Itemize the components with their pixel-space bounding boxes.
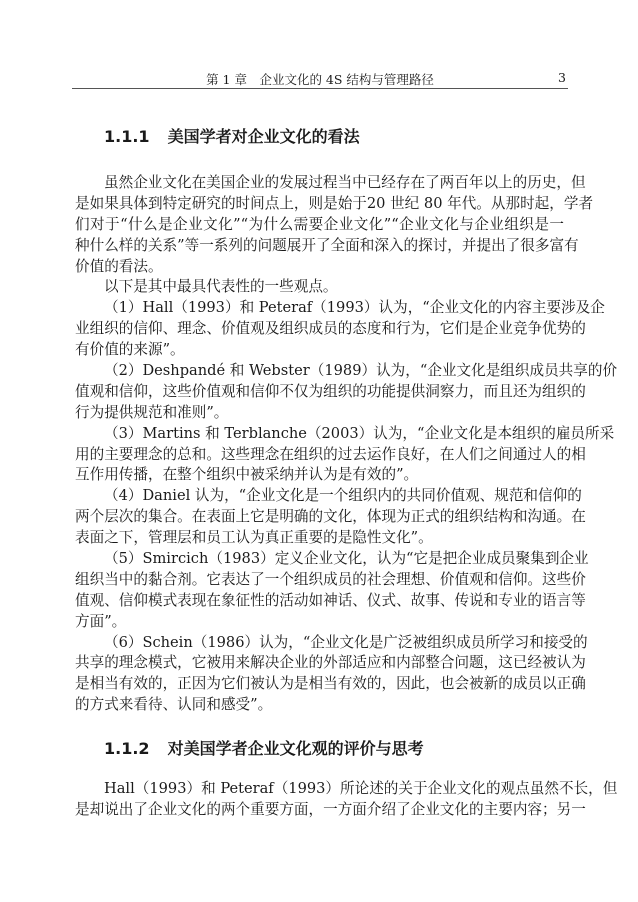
text-line: 业组织的信仰、理念、价值观及组织成员的态度和行为，它们是企业竞争优势的 <box>75 320 586 338</box>
paragraph <box>75 779 618 821</box>
paragraph <box>75 633 588 717</box>
section-2-body <box>75 779 618 821</box>
section-number: 1.1.1 <box>104 127 150 146</box>
page-number: 3 <box>558 70 566 85</box>
paragraph <box>75 277 564 298</box>
text-line: 值观和信仰，这些价值观和信仰不仅为组织的功能提供洞察力，而且还为组织的 <box>75 382 586 400</box>
chapter-title: 第 1 章 企业文化的 4S 结构与管理路径 <box>206 72 434 87</box>
section-1-body <box>75 173 618 716</box>
text-line: 价值的看法。 <box>75 257 163 275</box>
text-line: 种什么样的关系”等一系列的问题展开了全面和深入的探讨，并提出了很多富有 <box>75 236 579 254</box>
text-line: （5）Smircich（1983）定义企业文化，认为“它是把企业成员聚集到企业 <box>104 550 589 568</box>
text-line: Hall（1993）和 Peteraf（1993）所论述的关于企业文化的观点虽然不长，但 <box>104 780 618 797</box>
text-line: 是如果具体到特定研究的时间点上，则是始于20 世纪 80 年代。从那时起，学者 <box>75 194 594 212</box>
section-number: 1.1.2 <box>104 739 150 758</box>
text-line: 共享的理念模式，它被用来解决企业的外部适应和内部整合问题，这已经被认为 <box>75 654 586 672</box>
paragraph <box>75 424 615 487</box>
text-line: 是却说出了企业文化的两个重要方面，一方面介绍了企业文化的主要内容；另一 <box>75 800 586 818</box>
text-line: 方面”。 <box>75 612 127 630</box>
text-line: 值观、信仰模式表现在象征性的活动如神话、仪式、故事、传说和专业的语言等 <box>75 591 586 609</box>
running-header <box>72 68 568 89</box>
text-line: 互作用传播，在整个组织中被采纳并认为是有效的”。 <box>75 466 419 484</box>
text-line: 用的主要理念的总和。这些理念在组织的过去运作良好，在人们之间通过人的相 <box>75 445 586 463</box>
section-heading-1-1-1 <box>104 124 360 147</box>
text-line: 行为提供规范和准则”。 <box>75 403 229 421</box>
paragraph <box>75 549 589 633</box>
text-line: 们对于“什么是企业文化”“为什么需要企业文化”“企业文化与企业组织是一 <box>75 215 564 233</box>
text-line: 是相当有效的，正因为它们被认为是相当有效的，因此，也会被新的成员以正确 <box>75 675 586 693</box>
text-line: 组织当中的黏合剂。它表达了一个组织成员的社会理想、价值观和信仰。这些价 <box>75 570 586 588</box>
section-heading-1-1-2 <box>104 736 424 759</box>
text-line: （6）Schein（1986）认为，“企业文化是广泛被组织成员所学习和接受的 <box>104 633 588 651</box>
paragraph <box>75 361 618 424</box>
text-line: 虽然企业文化在美国企业的发展过程当中已经存在了两百年以上的历史，但 <box>104 174 586 191</box>
paragraph <box>75 486 586 549</box>
text-line: 有价值的来源”。 <box>75 341 185 359</box>
text-line: （1）Hall（1993）和 Peteraf（1993）认为，“企业文化的内容主要涉及企 <box>104 299 605 317</box>
text-line: 的方式来看待、认同和感受”。 <box>75 696 273 714</box>
section-title: 美国学者对企业文化的看法 <box>167 127 360 146</box>
text-line: （4）Daniel 认为，“企业文化是一个组织内的共同价值观、规范和信仰的 <box>104 487 582 505</box>
text-line: 表面之下，管理层和员工认为真正重要的是隐性文化”。 <box>75 529 433 547</box>
text-line: 两个层次的集合。在表面上它是明确的文化，体现为正式的组织结构和沟通。在 <box>75 508 586 526</box>
paragraph <box>75 298 605 361</box>
text-line: （3）Martins 和 Terblanche（2003）认为，“企业文化是本组织的雇员所采 <box>104 424 615 442</box>
paragraph <box>75 173 594 277</box>
text-line: 以下是其中最具代表性的一些观点。 <box>104 278 338 296</box>
section-title: 对美国学者企业文化观的评价与思考 <box>167 739 424 758</box>
text-line: （2）Deshpandé 和 Webster（1989）认为，“企业文化是组织成员共享的价 <box>104 362 618 380</box>
